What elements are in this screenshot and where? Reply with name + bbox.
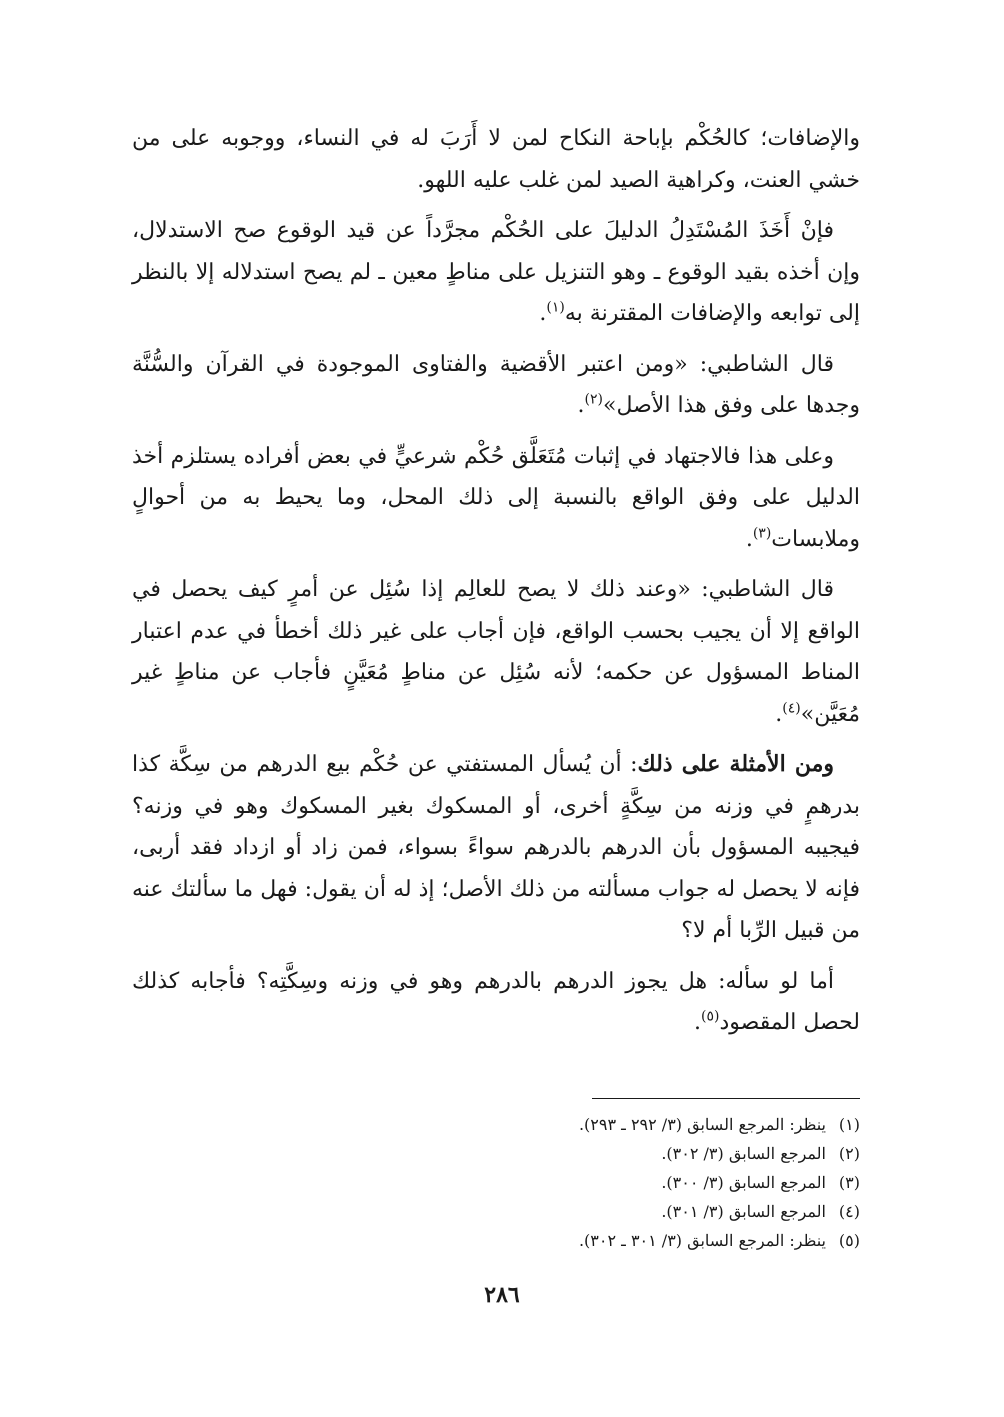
paragraph-text: وعلى هذا فالاجتهاد في إثبات مُتَعَلَّق حُكْم شرعيٍّ في بعض أفراده يستلزم أخذ الدليل على وفق الواقع بالنسبة إلى ذلك المحل، وما يحيط به من أحوالٍ وملابسات [132, 443, 860, 552]
footnote-item [380, 1139, 860, 1168]
footnote-text: المرجع السابق (٣/ ٣٠٢). [661, 1144, 826, 1163]
paragraph-2 [132, 210, 860, 335]
footnote-number: (٥) [838, 1231, 860, 1250]
paragraph-text: والإضافات؛ كالحُكْم بإباحة النكاح لمن لا أَرَبَ له في النساء، ووجوبه على من خشي العنت، وكراهية الصيد لمن غلب عليه اللهو. [132, 126, 860, 193]
paragraph-end: . [693, 1010, 701, 1035]
footnote-ref: (١) [546, 299, 565, 316]
paragraph-text: أما لو سأله: هل يجوز الدرهم بالدرهم وهو في وزنه وسِكَّتِه؟ فأجابه كذلك لحصل المقصود [132, 968, 860, 1035]
paragraph-7 [132, 961, 860, 1044]
paragraph-end: . [745, 526, 753, 552]
footnote-item [380, 1197, 860, 1226]
paragraph-text: قال الشاطبي: «وعند ذلك لا يصح للعالِم إذا سُئِل عن أمرٍ كيف يحصل في الواقع إلا أن يجيب بحسب الواقع، فإن أجاب على غير ذلك أخطأ في عدم اعتبار المناط المسؤول عن حكمه؛ لأنه سُئِل عن مناطٍ مُعَيَّنٍ فأجاب عن مناطٍ غير مُعَيَّن» [132, 577, 860, 727]
page-number: ٢٨٦ [484, 1282, 520, 1308]
footnote-separator [592, 1098, 860, 1099]
footnote-ref: (٥) [700, 1008, 720, 1025]
body-text [132, 118, 860, 1053]
paragraph-end: . [577, 393, 585, 418]
paragraph-6 [132, 744, 860, 952]
footnote-text: ينظر: المرجع السابق (٣/ ٢٩٢ ـ ٢٩٣). [578, 1115, 826, 1134]
footnote-text: ينظر: المرجع السابق (٣/ ٣٠١ ـ ٣٠٢). [578, 1231, 826, 1250]
footnote-item [380, 1110, 860, 1139]
footnote-text: المرجع السابق (٣/ ٣٠٠). [661, 1173, 826, 1192]
footnote-item [380, 1226, 860, 1255]
paragraph-text: فإنْ أَخَذَ المُسْتَدِلُ الدليلَ على الحُكْم مجرَّداً عن قيد الوقوع صح الاستدلال، وإن أخذه بقيد الوقوع ـ وهو التنزيل على مناطٍ معين ـ لم يصح استدلاله إلا بالنظر إلى توابعه والإضافات المقترنة به [132, 218, 860, 326]
paragraph-text: قال الشاطبي: «ومن اعتبر الأقضية والفتاوى الموجودة في القرآن والسُّنَّة وجدها على وفق هذا الأصل» [132, 351, 860, 418]
footnote-ref: (٤) [782, 700, 801, 717]
paragraph-end: . [539, 301, 547, 326]
paragraph-text: : أن يُسأل المستفتي عن حُكْم بيع الدرهم من سِكَّة كذا بدرهمٍ في وزنه من سِكَّةٍ أخرى، أو المسكوك بغير المسكوك وهو في وزنه؟ فيجيبه المسؤول بأن الدرهم بالدرهم سواءً بسواء، فمن زاد أو ازداد فقد أربى، فإنه لا يحصل له جواب مسألته من ذلك الأصل؛ إذ له أن يقول: فهل ما سألتك عنه من قبيل الرِّبا أم لا؟ [132, 752, 860, 943]
bold-lead-in: ومن الأمثلة على ذلك [637, 751, 834, 777]
paragraph-4 [132, 436, 860, 561]
footnote-item [380, 1168, 860, 1197]
paragraph-3 [132, 344, 860, 427]
paragraph-5 [132, 569, 860, 735]
footnote-number: (٣) [838, 1173, 860, 1192]
footnotes [380, 1110, 860, 1255]
footnote-number: (٢) [838, 1144, 860, 1163]
footnote-ref: (٢) [584, 391, 603, 408]
paragraph-end: . [775, 701, 783, 727]
footnote-text: المرجع السابق (٣/ ٣٠١). [661, 1202, 826, 1221]
footnote-number: (٤) [838, 1202, 860, 1221]
paragraph-1 [132, 118, 860, 201]
footnote-number: (١) [838, 1115, 860, 1134]
footnote-ref: (٣) [752, 525, 772, 542]
